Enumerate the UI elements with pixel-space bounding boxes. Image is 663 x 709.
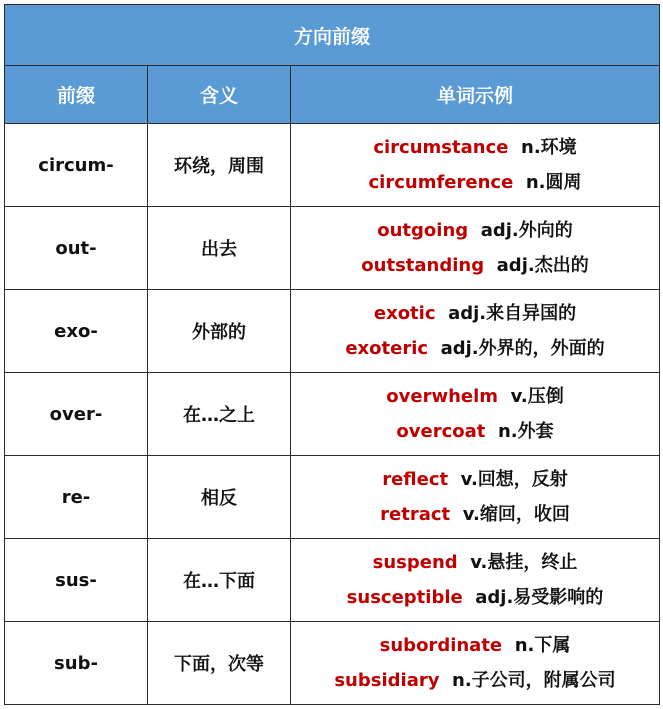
meaning-cell: 下面，次等 (148, 622, 291, 705)
example-word: subsidiary (334, 670, 440, 691)
table-title-row (5, 5, 660, 66)
example-word: outstanding (361, 255, 485, 276)
example-line (291, 545, 659, 580)
prefix-table-container (4, 4, 659, 705)
meaning-cell: 环绕，周围 (148, 124, 291, 207)
example-definition: adj.来自异国的 (448, 303, 577, 324)
header-examples: 单词示例 (291, 66, 660, 124)
examples-cell (291, 456, 660, 539)
example-word: reflect (382, 469, 449, 490)
prefix-cell: circum- (5, 124, 148, 207)
table-row (5, 124, 660, 207)
examples-cell (291, 622, 660, 705)
example-word: overwhelm (386, 386, 499, 407)
prefix-cell: sus- (5, 539, 148, 622)
prefix-cell: out- (5, 207, 148, 290)
table-row (5, 539, 660, 622)
table-row (5, 290, 660, 373)
example-word: circumference (368, 172, 514, 193)
examples-cell (291, 539, 660, 622)
header-prefix: 前缀 (5, 66, 148, 124)
example-line (291, 213, 659, 248)
example-definition: adj.外界的，外面的 (440, 338, 605, 359)
table-title: 方向前缀 (5, 5, 660, 66)
example-line (291, 628, 659, 663)
example-definition: v.回想，反射 (460, 469, 568, 490)
prefix-cell: over- (5, 373, 148, 456)
header-meaning: 含义 (148, 66, 291, 124)
example-definition: v.压倒 (510, 386, 564, 407)
example-word: subordinate (379, 635, 503, 656)
example-line (291, 497, 659, 532)
meaning-cell: 相反 (148, 456, 291, 539)
meaning-cell: 在…之上 (148, 373, 291, 456)
table-row (5, 207, 660, 290)
examples-cell (291, 373, 660, 456)
example-definition: v.缩回，收回 (462, 504, 570, 525)
example-definition: adj.易受影响的 (475, 587, 604, 608)
example-definition: adj.杰出的 (496, 255, 589, 276)
examples-cell (291, 290, 660, 373)
example-word: suspend (372, 552, 458, 573)
example-line (291, 414, 659, 449)
meaning-cell: 外部的 (148, 290, 291, 373)
example-word: overcoat (396, 421, 486, 442)
example-definition: n.子公司，附属公司 (452, 670, 616, 691)
example-definition: n.外套 (497, 421, 554, 442)
example-line (291, 663, 659, 698)
table-row (5, 373, 660, 456)
example-line (291, 462, 659, 497)
example-definition: adj.外向的 (480, 220, 573, 241)
example-word: outgoing (377, 220, 469, 241)
example-word: susceptible (346, 587, 463, 608)
prefix-cell: re- (5, 456, 148, 539)
prefix-table (4, 4, 660, 705)
example-line (291, 580, 659, 615)
example-line (291, 379, 659, 414)
example-word: circumstance (373, 137, 509, 158)
example-line (291, 165, 659, 200)
example-line (291, 248, 659, 283)
examples-cell (291, 207, 660, 290)
example-word: exoteric (345, 338, 429, 359)
example-definition: n.下属 (514, 635, 571, 656)
example-line (291, 331, 659, 366)
table-header-row (5, 66, 660, 124)
prefix-cell: sub- (5, 622, 148, 705)
example-line (291, 296, 659, 331)
example-definition: v.悬挂，终止 (470, 552, 578, 573)
meaning-cell: 出去 (148, 207, 291, 290)
example-word: retract (380, 504, 451, 525)
examples-cell (291, 124, 660, 207)
table-row (5, 622, 660, 705)
meaning-cell: 在…下面 (148, 539, 291, 622)
example-line (291, 130, 659, 165)
example-definition: n.圆周 (525, 172, 582, 193)
prefix-cell: exo- (5, 290, 148, 373)
example-definition: n.环境 (521, 137, 577, 158)
example-word: exotic (373, 303, 436, 324)
table-row (5, 456, 660, 539)
